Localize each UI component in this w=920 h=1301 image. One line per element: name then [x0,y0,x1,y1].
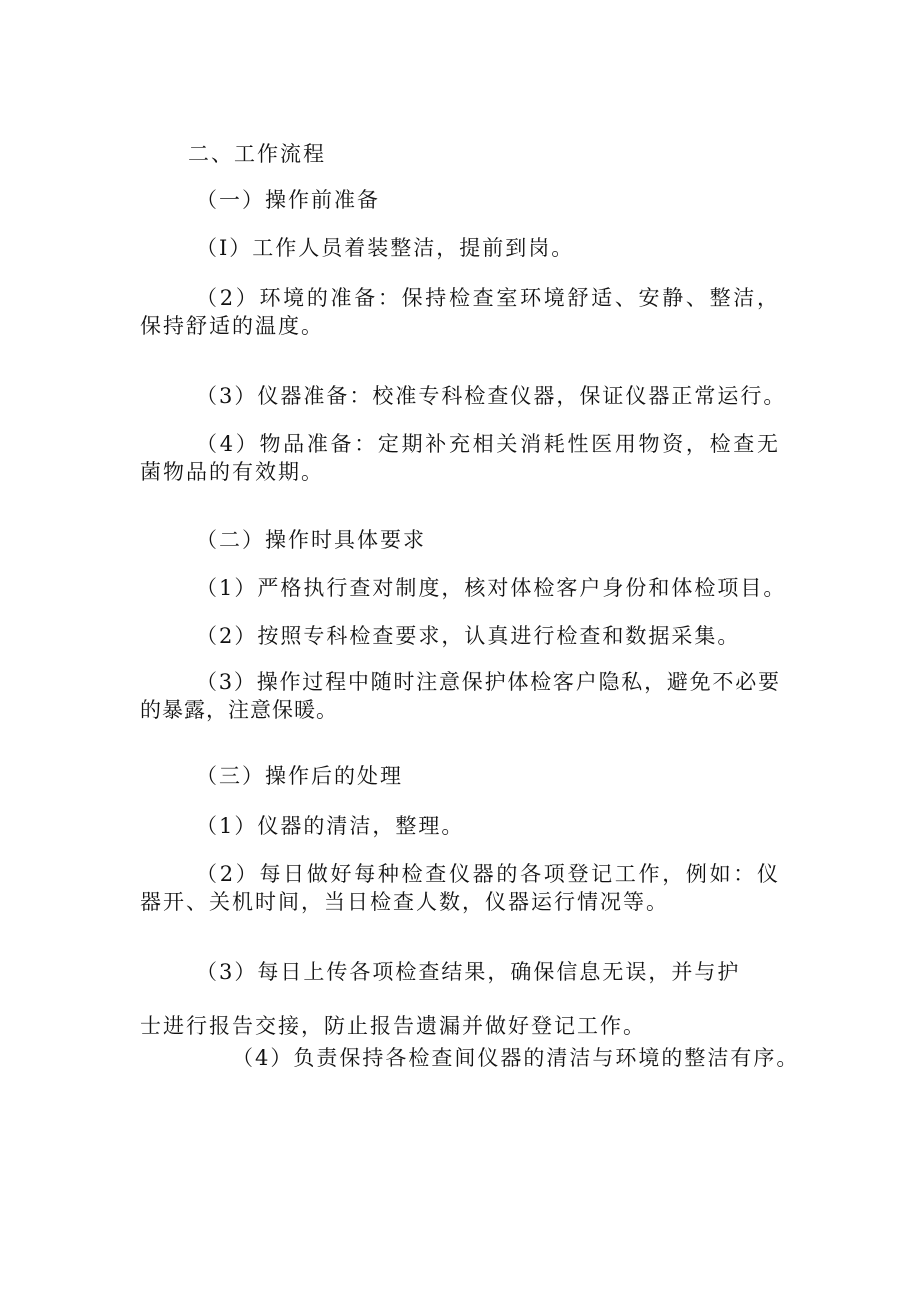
part3-item-4: （4）负责保持各检查间仪器的清洁与环境的整洁有序。 [232,1046,800,1070]
part1-heading: （一）操作前准备 [196,188,380,212]
part1-item-3: （3）仪器准备：校准专科检查仪器，保证仪器正常运行。 [196,384,787,408]
part2-item-3: （3）操作过程中随时注意保护体检客户隐私，避免不必要的暴露，注意保暖。 [140,670,780,722]
part2-heading: （二）操作时具体要求 [196,528,426,552]
part3-heading: （三）操作后的处理 [196,764,403,788]
part3-item-1: （1）仪器的清洁，整理。 [196,814,465,838]
part2-item-1: （1）严格执行查对制度，核对体检客户身份和体检项目。 [196,576,787,600]
part3-item-3-line2: 士进行报告交接，防止报告遗漏并做好登记工作。 [140,1014,646,1038]
part1-item-4: （4）物品准备：定期补充相关消耗性医用物资，检查无菌物品的有效期。 [140,432,780,484]
part1-item-1: （I）工作人员着装整洁，提前到岗。 [196,236,575,260]
part2-item-2: （2）按照专科检查要求，认真进行检查和数据采集。 [196,624,741,648]
section-title: 二、工作流程 [188,142,326,166]
part3-item-3-line1: （3）每日上传各项检查结果，确保信息无误，并与护 [196,960,741,984]
part1-item-2: （2）环境的准备：保持检查室环境舒适、安静、整洁，保持舒适的温度。 [140,286,780,338]
part3-item-2: （2）每日做好每种检查仪器的各项登记工作，例如：仪器开、关机时间，当日检查人数，仪器运行情况等。 [140,862,780,914]
